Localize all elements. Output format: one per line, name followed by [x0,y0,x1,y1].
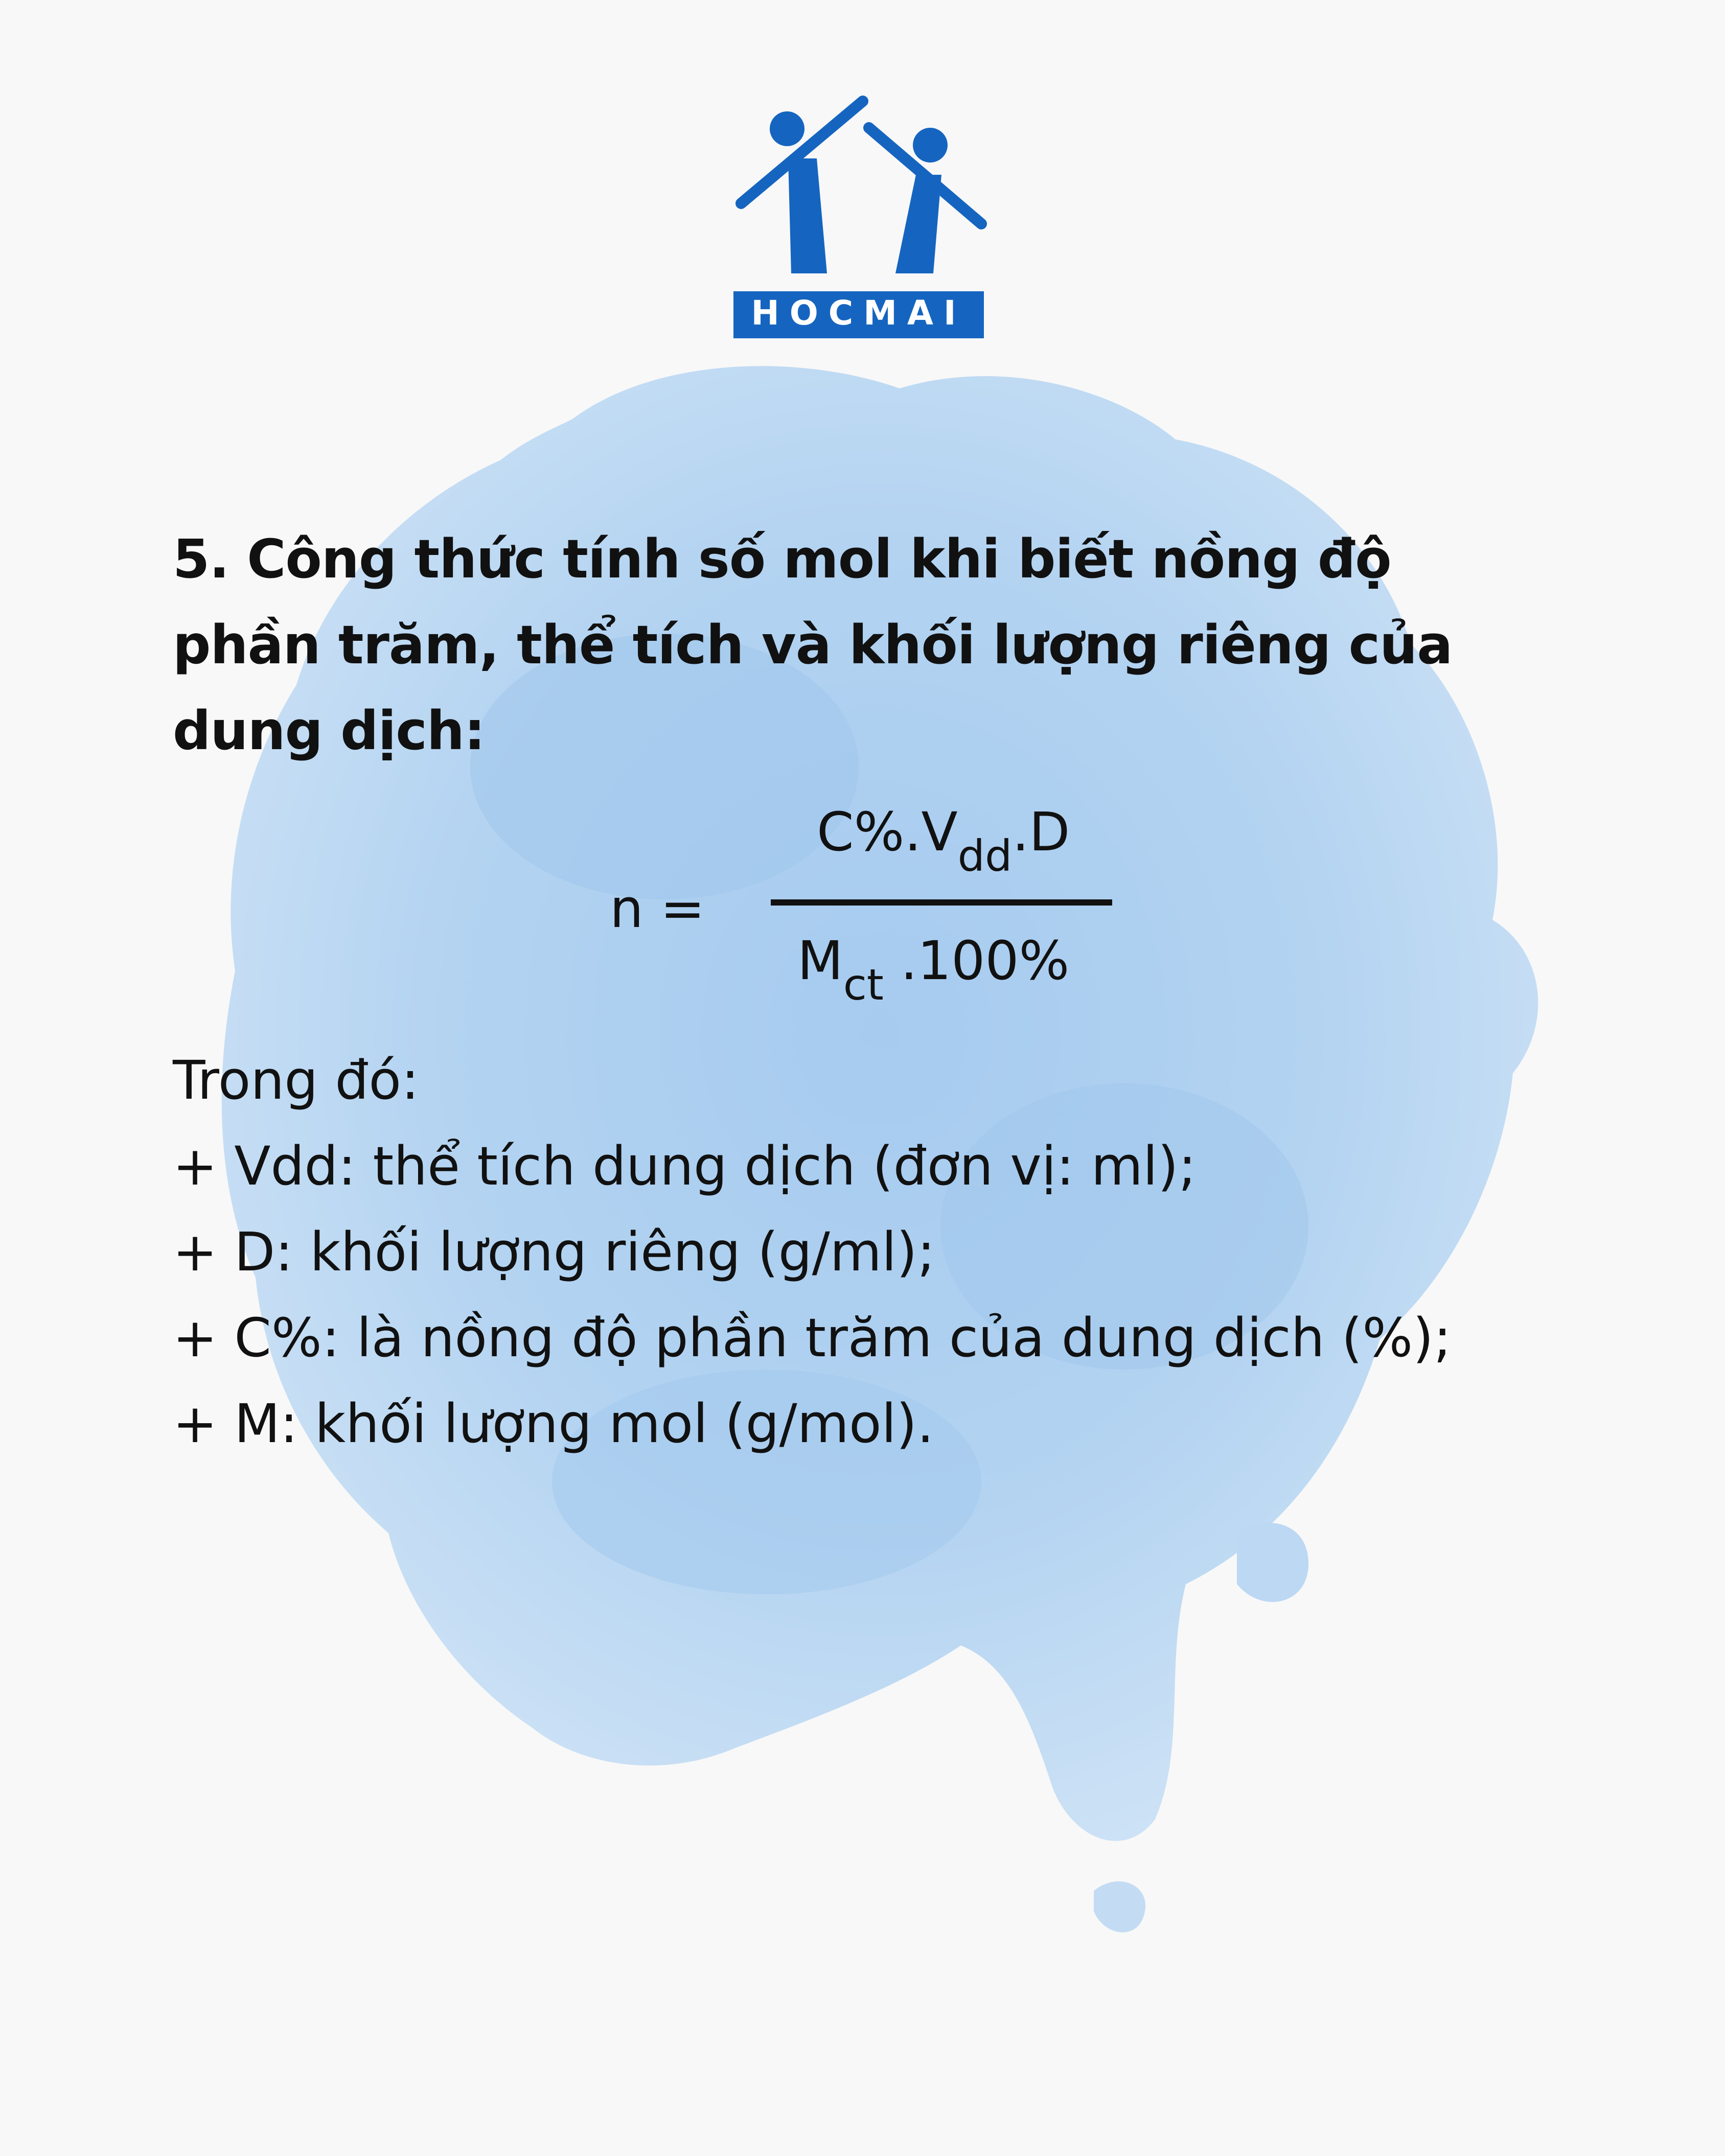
formula-lhs: n = [610,877,705,940]
definitions-intro: Trong đó: [173,1049,420,1111]
numerator-subscript: dd [957,831,1013,881]
section-heading: 5. Công thức tính số mol khi biết nồng độ phần trăm, thể tích và khối lượng riêng của dung dịch: [173,528,1453,762]
definition-item: + C%: là nồng độ phần trăm của dung dịch (%); [173,1307,1452,1369]
numerator-tail: .D [1012,801,1070,863]
numerator-text: C%.V [817,801,958,863]
definition-item: + M: khối lượng mol (g/mol). [173,1393,934,1455]
logo-wordmark: HOCMAI [751,293,967,333]
definition-item: + D: khối lượng riêng (g/ml); [173,1221,935,1283]
definitions-list [173,1037,1604,1467]
denominator-tail: .100% [883,930,1070,992]
hocmai-logo [731,92,997,347]
denominator-text: M [797,930,843,992]
denominator-subscript: ct [843,960,884,1010]
definition-item: + Vdd: thể tích dung dịch (đơn vị: ml); [173,1135,1197,1197]
hocmai-logo-mark [731,92,997,347]
